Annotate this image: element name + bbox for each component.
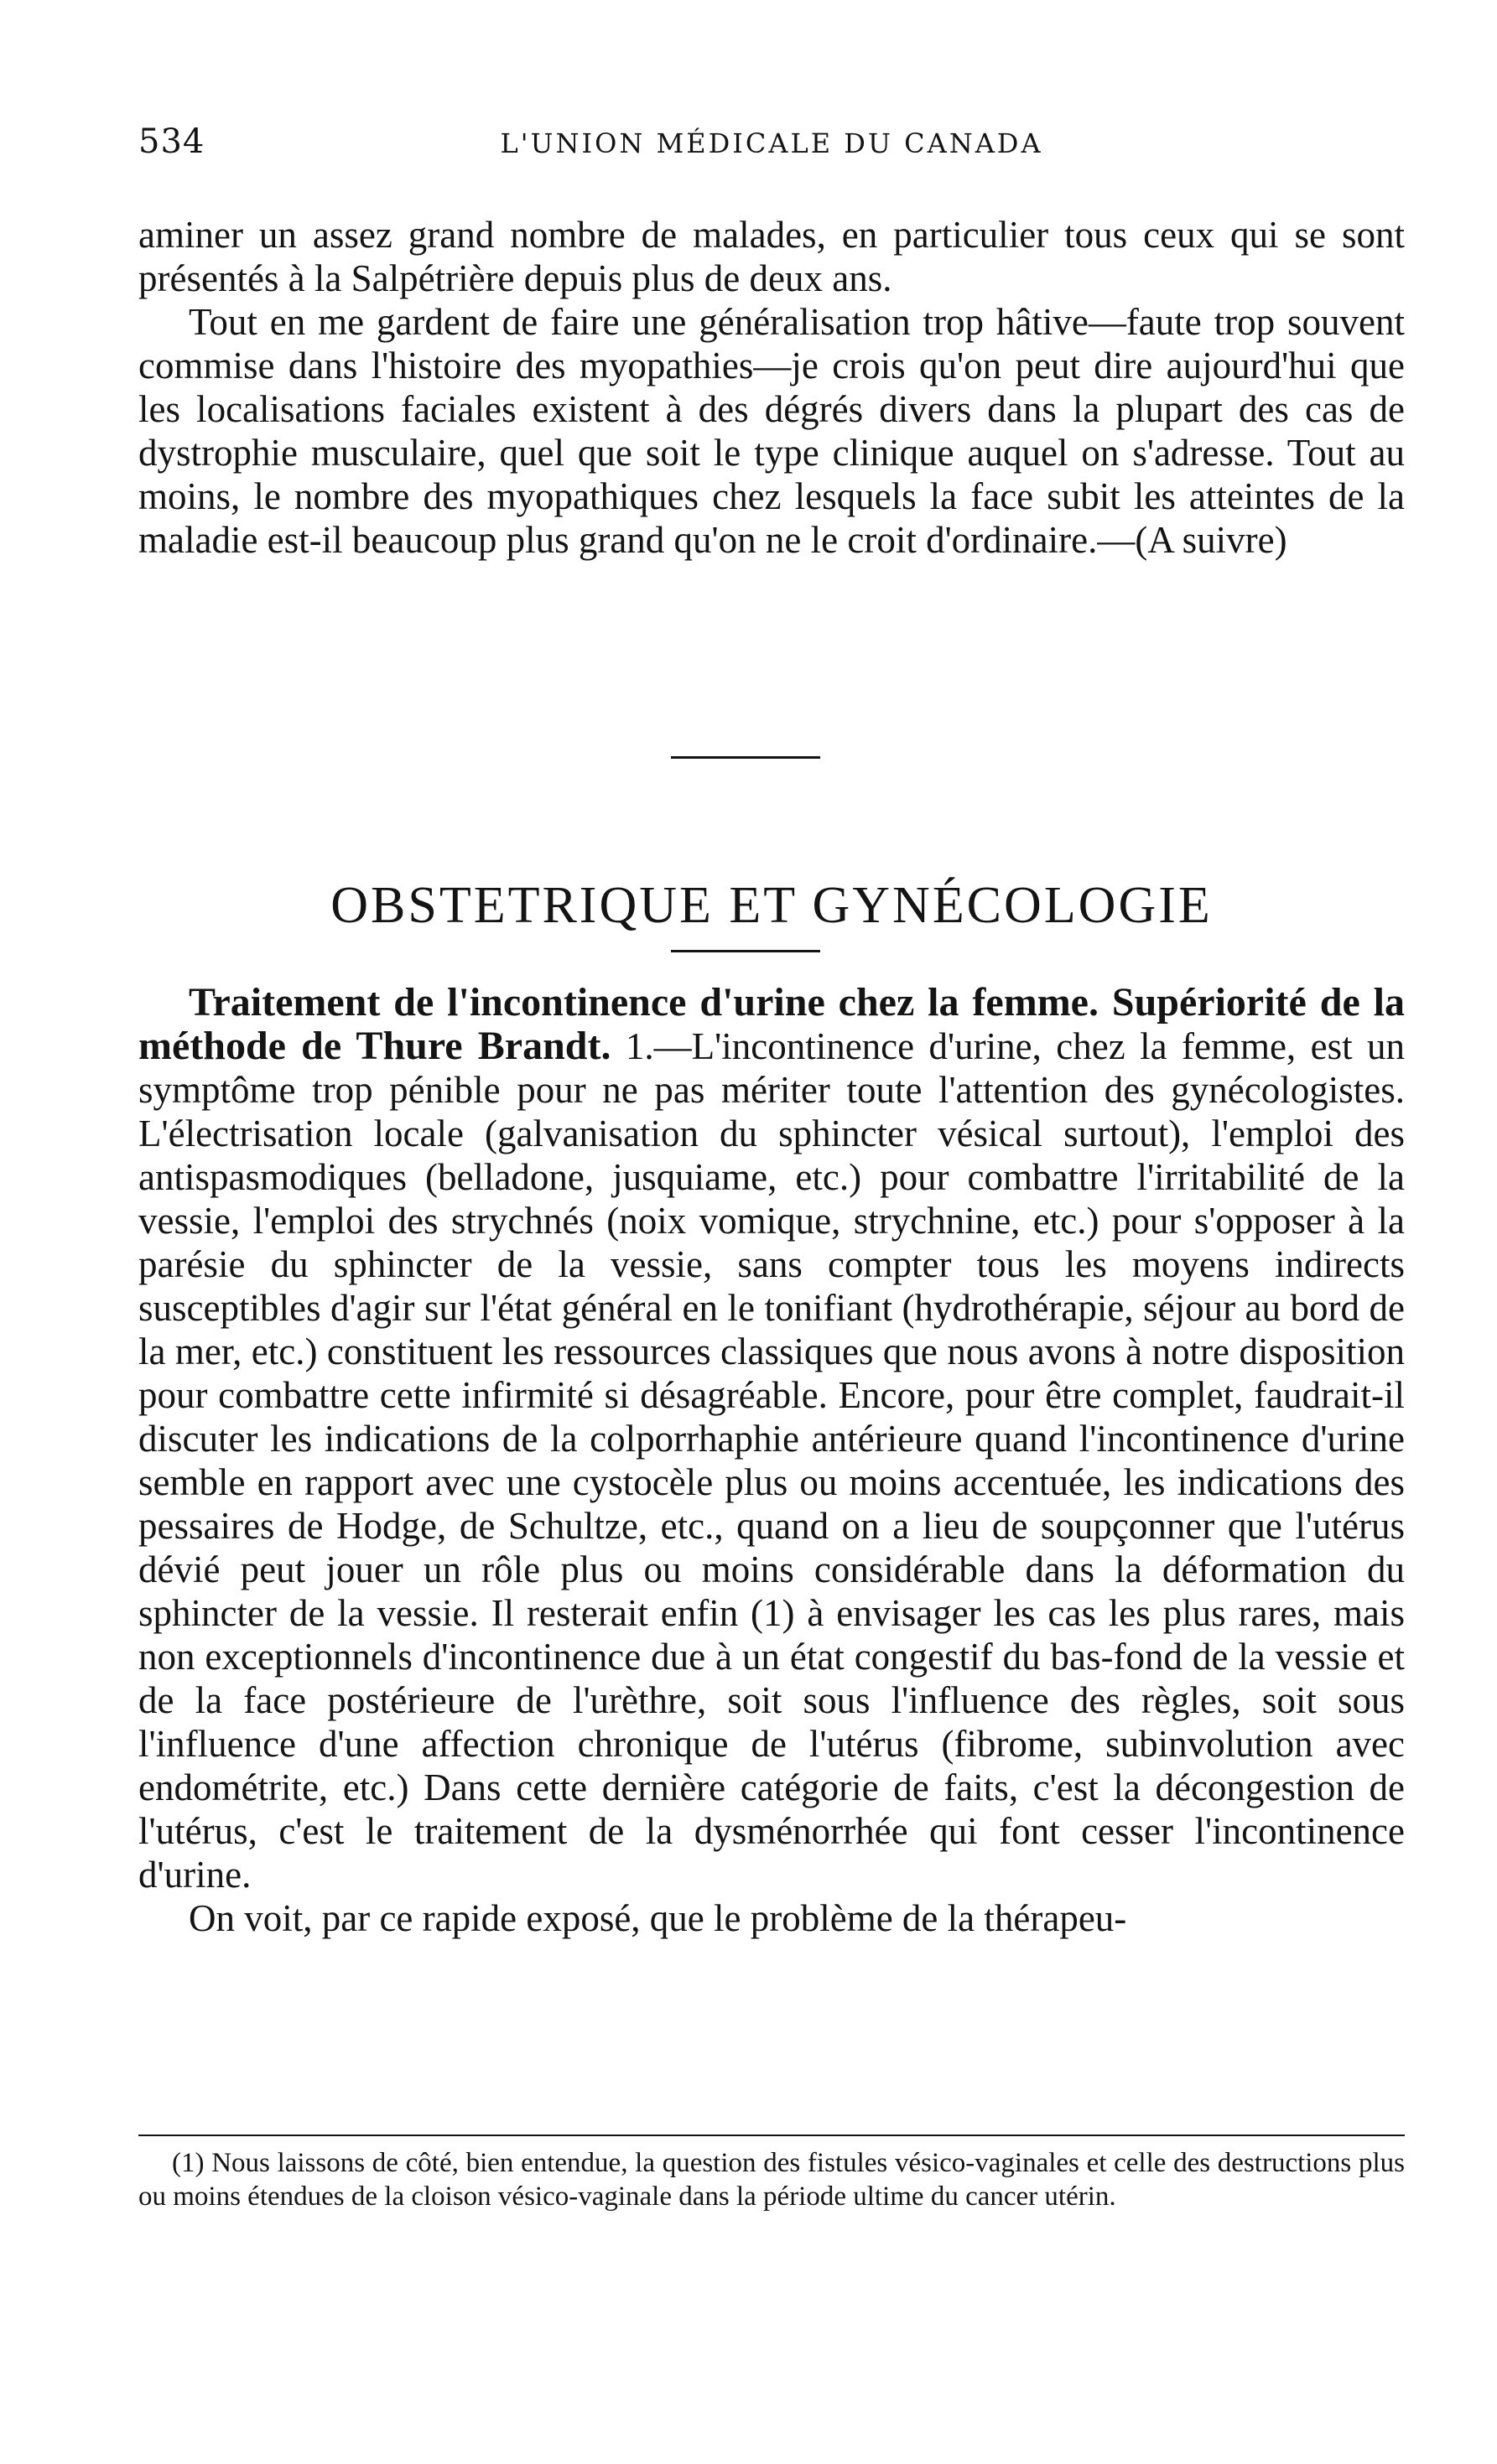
section-divider-top <box>671 756 820 759</box>
page-header <box>138 122 1405 173</box>
article-body: 1.—L'incontinence d'urine, chez la femme, est un symptôme trop pénible pour ne pas mériter toute l'attention des gynécologistes. L'électrisation locale (galvanisation du sphincter vésical surtout), l'emploi des antispasmodiques (belladone, jusquiame, etc.) pour combattre l'irritabilité de la vessie, l'emploi des strychnés (noix vomique, strychnine, etc.) pour s'opposer à la parésie du sphincter de la vessie, sans compter tous les moyens indirects susceptibles d'agir sur l'état général en le tonifiant (hydrothérapie, séjour au bord de la mer, etc.) constituent les ressources classiques que nous avons à notre disposition pour combattre cette infirmité si désagréable. Encore, pour être complet, faudrait-il discuter les indications de la colporrhaphie antérieure quand l'incontinence d'urine semble en rapport avec une cystocèle plus ou moins accentuée, les indications des pessaires de Hodge, de Schultze, etc., quand on a lieu de soupçonner que l'utérus dévié peut jouer un rôle plus ou moins considérable dans la déformation du sphincter de la vessie. Il resterait enfin (1) à envisager les cas les plus rares, mais non exceptionnels d'incontinence due à un état congestif du bas-fond de la vessie et de la face postérieure de l'urèthre, soit sous l'influence des règles, soit sous l'influence d'une affection chronique de l'utérus (fibrome, subinvolution avec endométrite, etc.) Dans cette dernière catégorie de faits, c'est la décongestion de l'utérus, c'est le traitement de la dysménorrhée qui font cesser l'incontinence d'urine. <box>138 1025 1406 1896</box>
footnote-divider <box>138 2135 1405 2136</box>
article <box>138 981 1405 1940</box>
section-heading: OBSTETRIQUE ET GYNÉCOLOGIE <box>330 877 1213 935</box>
continued-paragraph: Tout en me gardent de faire une généralisation trop hâtive—faute trop souvent commise dans l'histoire des myopathies—je crois qu'on peut dire aujourd'hui que les localisations faciales existent à des dégrés divers dans la plupart des cas de dystrophie musculaire, quel que soit le type clinique auquel on s'adresse. Tout au moins, le nombre des myopathiques chez lesquels la face subit les atteintes de la maladie est-il beaucoup plus grand qu'on ne le croit d'ordinaire.—(A suivre) <box>138 301 1405 561</box>
running-title: L'UNION MÉDICALE DU CANADA <box>500 127 1043 159</box>
page-number: 534 <box>138 122 205 161</box>
section-divider-bottom <box>671 950 820 952</box>
continued-text <box>138 213 1405 562</box>
article-paragraph: On voit, par ce rapide exposé, que le problème de la thérapeu- <box>189 1897 1127 1939</box>
continued-paragraph: aminer un assez grand nombre de malades, en particulier tous ceux qui se sont présentés à la Salpétrière depuis plus de deux ans. <box>138 214 1405 299</box>
footnote: (1) Nous laissons de côté, bien entendue, la question des fistules vésico-vaginales et celle des destructions plus ou moins étendues de la cloison vésico-vaginale dans la période ultime du cancer utérin. <box>138 2148 1405 2212</box>
article-title: Traitement de l'incontinence d'urine chez la femme. Supériorité de la méthode de Thure Brandt. <box>138 980 1405 1068</box>
article-paragraph <box>138 981 1405 1896</box>
footnotes <box>138 2146 1405 2213</box>
